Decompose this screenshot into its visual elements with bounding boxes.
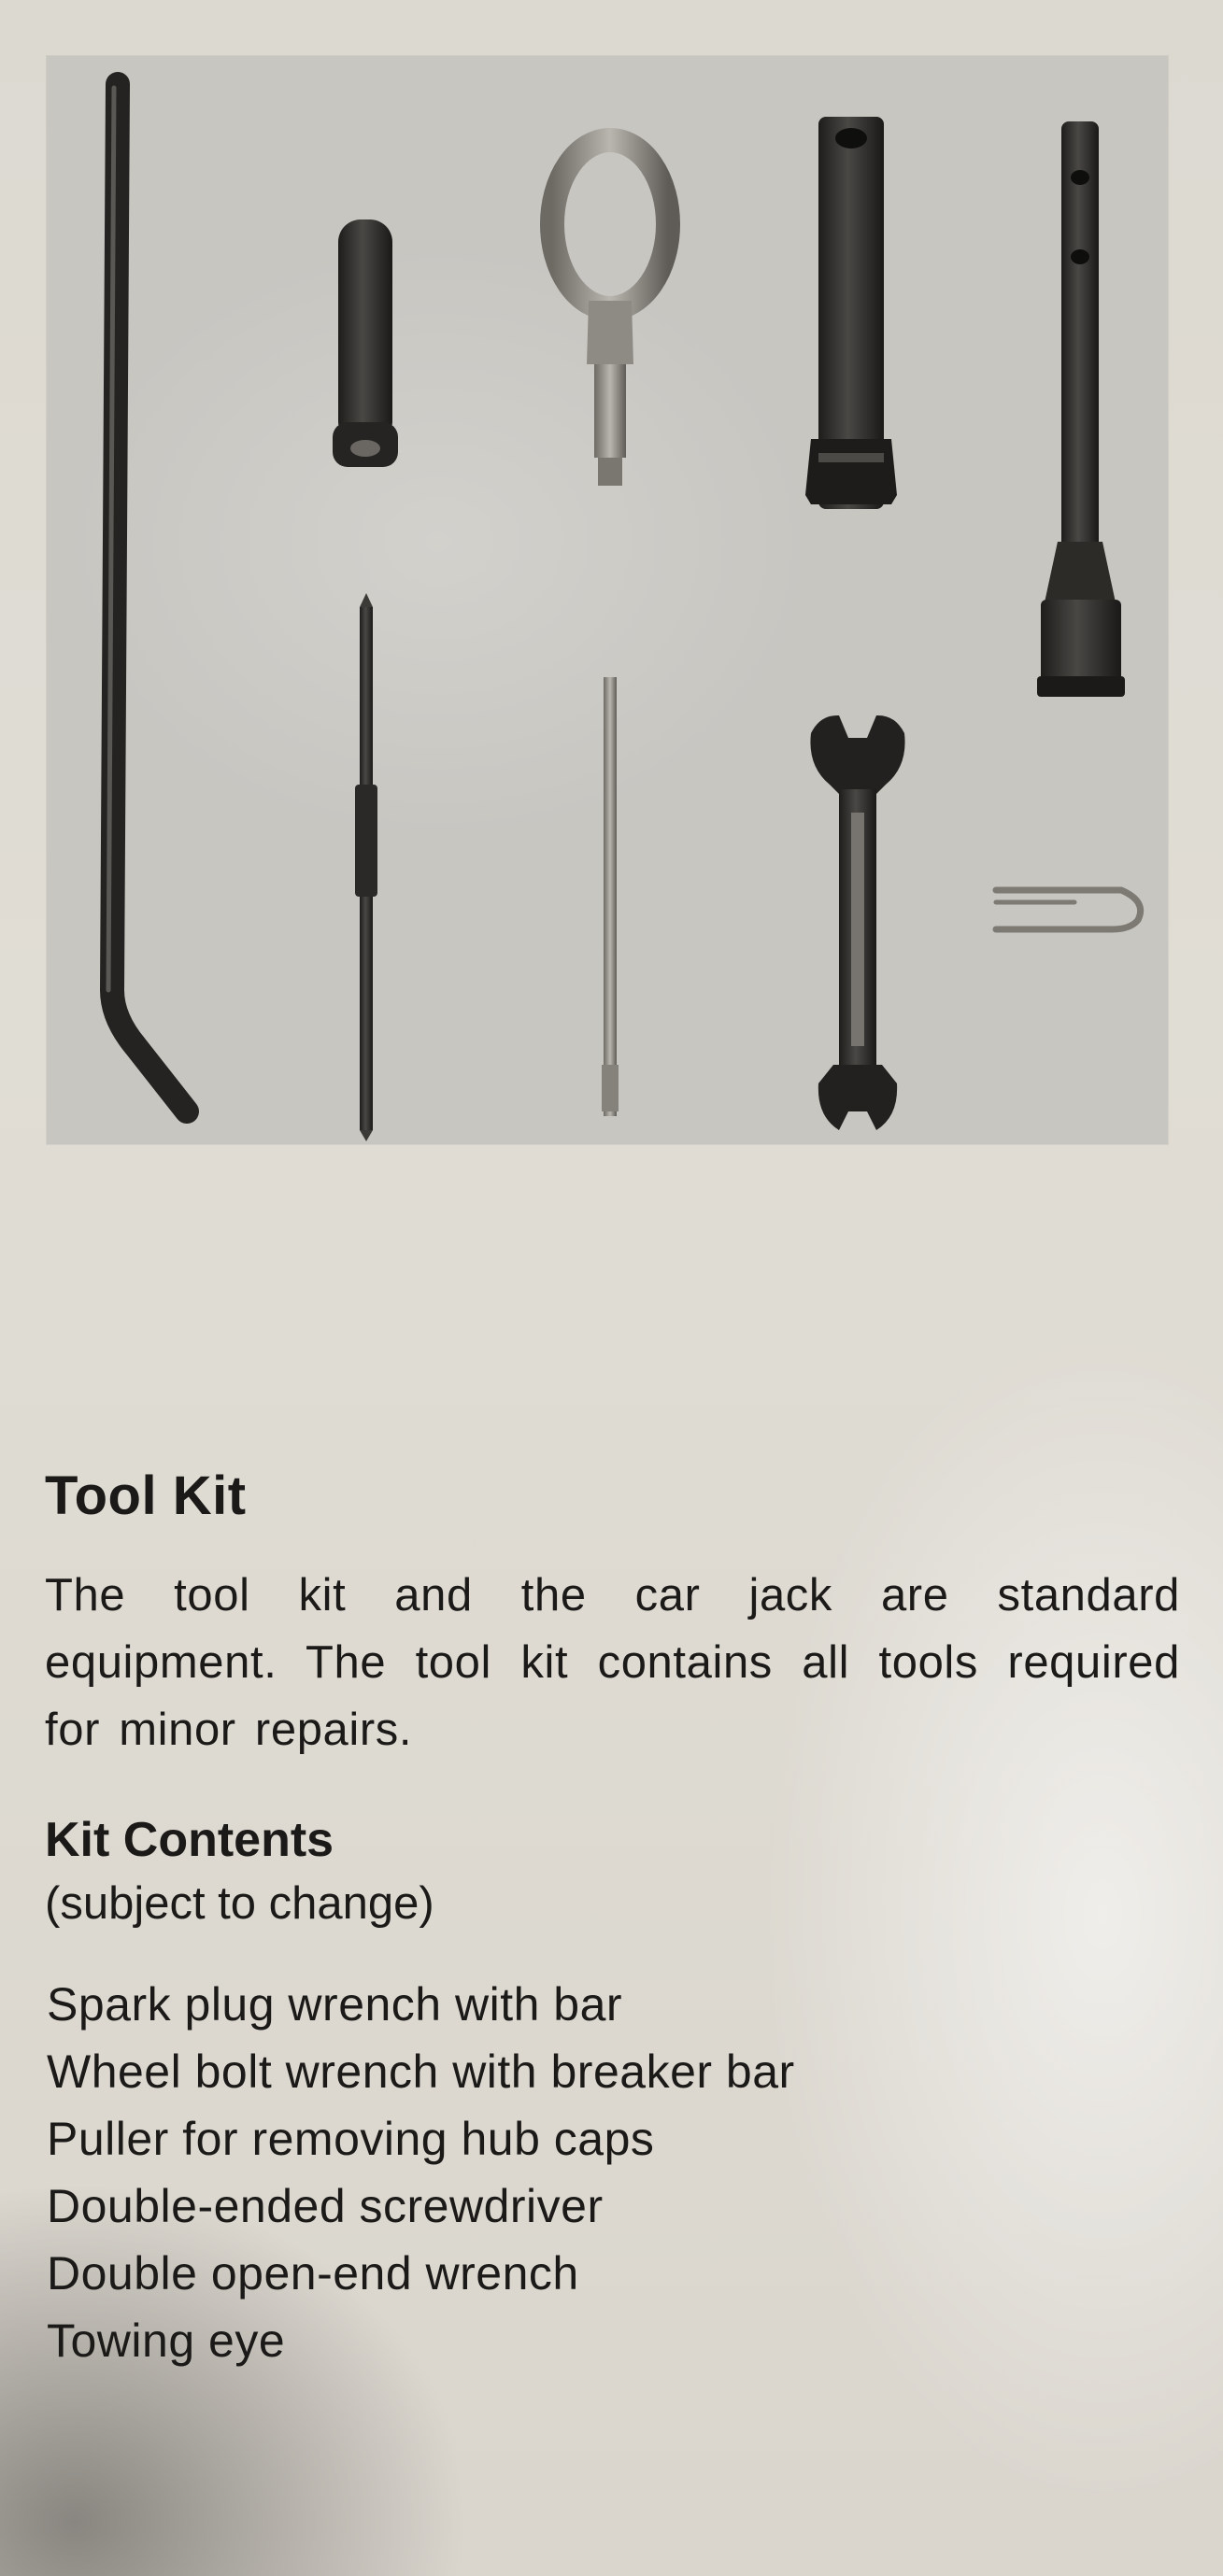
list-item: Double-ended screwdriver bbox=[47, 2180, 604, 2232]
tool-kit-photo bbox=[47, 56, 1168, 1144]
screwdriver-handle-icon bbox=[333, 219, 398, 467]
contents-note: (subject to change) bbox=[45, 1878, 434, 1929]
towing-eye-icon bbox=[552, 140, 668, 486]
list-item: Puller for removing hub caps bbox=[47, 2113, 655, 2165]
spark-plug-wrench-icon bbox=[1037, 121, 1125, 697]
hub-cap-puller-icon bbox=[996, 890, 1141, 929]
tool-kit-illustration bbox=[47, 56, 1168, 1144]
screwdriver-blade-icon bbox=[355, 593, 377, 1141]
breaker-bar-icon bbox=[108, 84, 187, 1111]
list-item: Towing eye bbox=[47, 2314, 286, 2367]
contents-title: Kit Contents bbox=[45, 1813, 334, 1867]
wheel-bolt-wrench-icon bbox=[805, 117, 897, 509]
list-item: Double open-end wrench bbox=[47, 2247, 579, 2300]
spark-plug-bar-icon bbox=[602, 677, 619, 1116]
section-title: Tool Kit bbox=[45, 1465, 247, 1526]
list-item: Spark plug wrench with bar bbox=[47, 1978, 623, 2031]
open-end-wrench-icon bbox=[810, 715, 904, 1130]
intro-paragraph: The tool kit and the car jack are standard equipment. The tool kit contains all tools required for minor repairs. bbox=[45, 1570, 1180, 1755]
list-item: Wheel bolt wrench with breaker bar bbox=[47, 2045, 795, 2098]
kit-contents-list bbox=[47, 1971, 795, 2374]
